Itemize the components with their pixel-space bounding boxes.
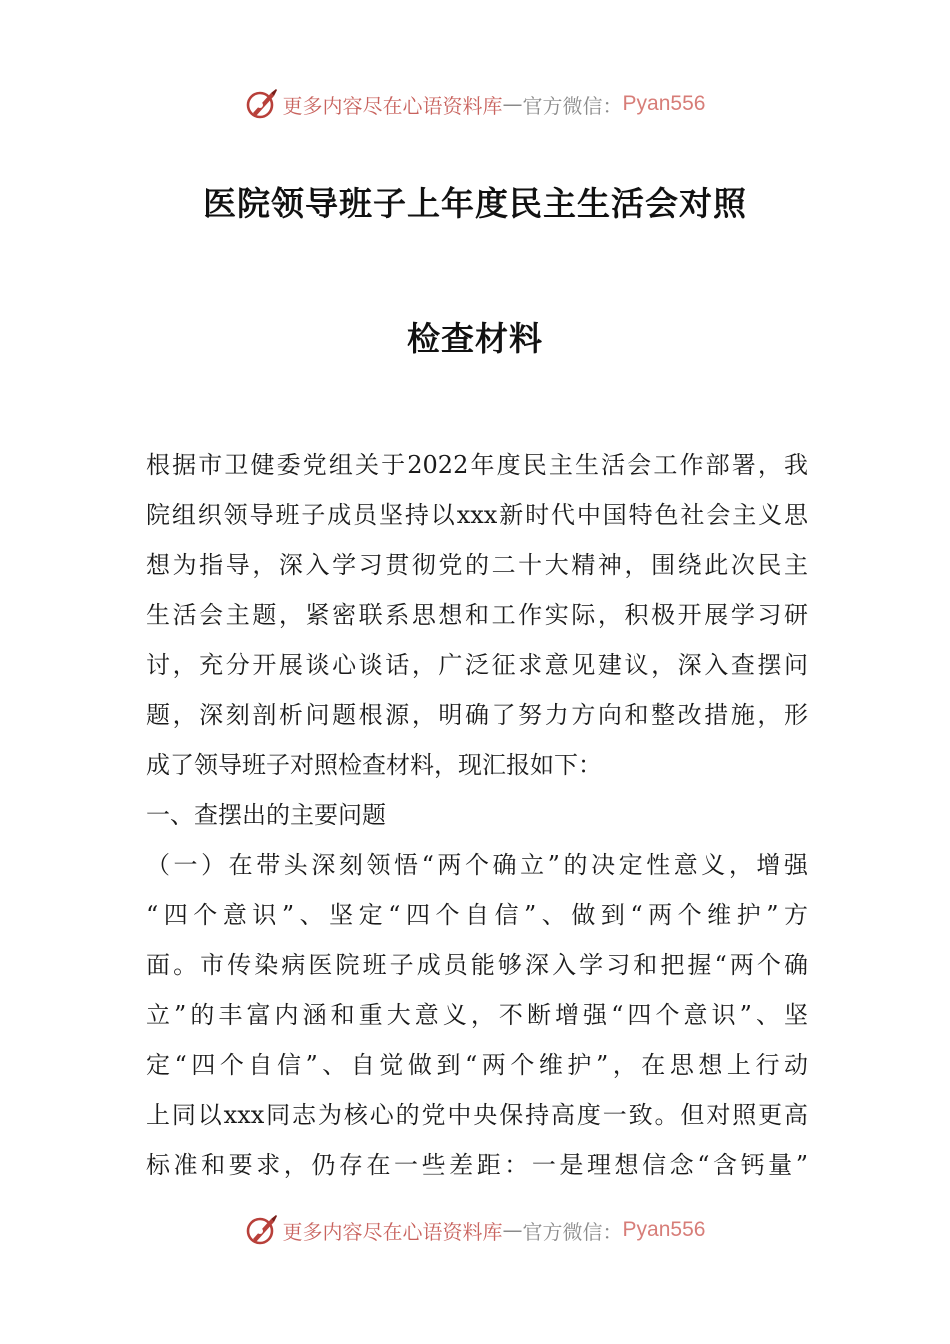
body-line: 想为指导，深入学习贯彻党的二十大精神，围绕此次民主 bbox=[146, 551, 808, 579]
banner-wechat-label: 官方微信： bbox=[522, 1219, 623, 1244]
body-line: 院组织领导班子成员坚持以xxx新时代中国特色社会主义思 bbox=[146, 501, 808, 529]
pen-circle-logo-icon bbox=[245, 1213, 279, 1247]
body-line: 面。市传染病医院班子成员能够深入学习和把握“两个确 bbox=[146, 951, 808, 979]
body-line: 定“四个自信”、自觉做到“两个维护”，在思想上行动 bbox=[146, 1051, 808, 1079]
body-line: （一）在带头深刻领悟“两个确立”的决定性意义，增强 bbox=[146, 851, 808, 879]
body-line: “四个意识”、坚定“四个自信”、做到“两个维护”方 bbox=[146, 901, 808, 929]
body-line: 讨，充分开展谈心谈话，广泛征求意见建议，深入查摆问 bbox=[146, 651, 808, 679]
section-heading: 一、查摆出的主要问题 bbox=[146, 801, 386, 829]
document-title-line-1: 医院领导班子上年度民主生活会对照 bbox=[203, 184, 747, 223]
banner-separator: — bbox=[502, 1218, 523, 1242]
pen-circle-logo-icon bbox=[245, 87, 279, 121]
body-line: 上同以xxx同志为核心的党中央保持高度一致。但对照更高 bbox=[146, 1101, 808, 1129]
banner-wechat-id: Pyan556 bbox=[622, 1218, 706, 1241]
document-title-line-2: 检查材料 bbox=[407, 319, 543, 358]
body-line: 题，深刻剖析问题根源，明确了努力方向和整改措施，形 bbox=[146, 701, 808, 729]
document-body bbox=[146, 440, 808, 1190]
banner-site-name: 更多内容尽在心语资料库 bbox=[282, 93, 503, 118]
banner-wechat-id: Pyan556 bbox=[622, 92, 706, 115]
header-watermark-banner bbox=[0, 84, 950, 124]
footer-watermark-banner bbox=[0, 1210, 950, 1250]
body-line: 根据市卫健委党组关于2022年度民主生活会工作部署，我 bbox=[146, 451, 808, 479]
body-line: 立”的丰富内涵和重大意义，不断增强“四个意识”、坚 bbox=[146, 1001, 808, 1029]
banner-wechat-label: 官方微信： bbox=[522, 93, 623, 118]
body-line: 生活会主题，紧密联系思想和工作实际，积极开展学习研 bbox=[146, 601, 808, 629]
banner-separator: — bbox=[502, 92, 523, 116]
body-line: 标准和要求，仍存在一些差距：一是理想信念“含钙量” bbox=[146, 1151, 808, 1179]
banner-site-name: 更多内容尽在心语资料库 bbox=[282, 1219, 503, 1244]
body-line-last: 成了领导班子对照检查材料，现汇报如下： bbox=[146, 751, 602, 779]
